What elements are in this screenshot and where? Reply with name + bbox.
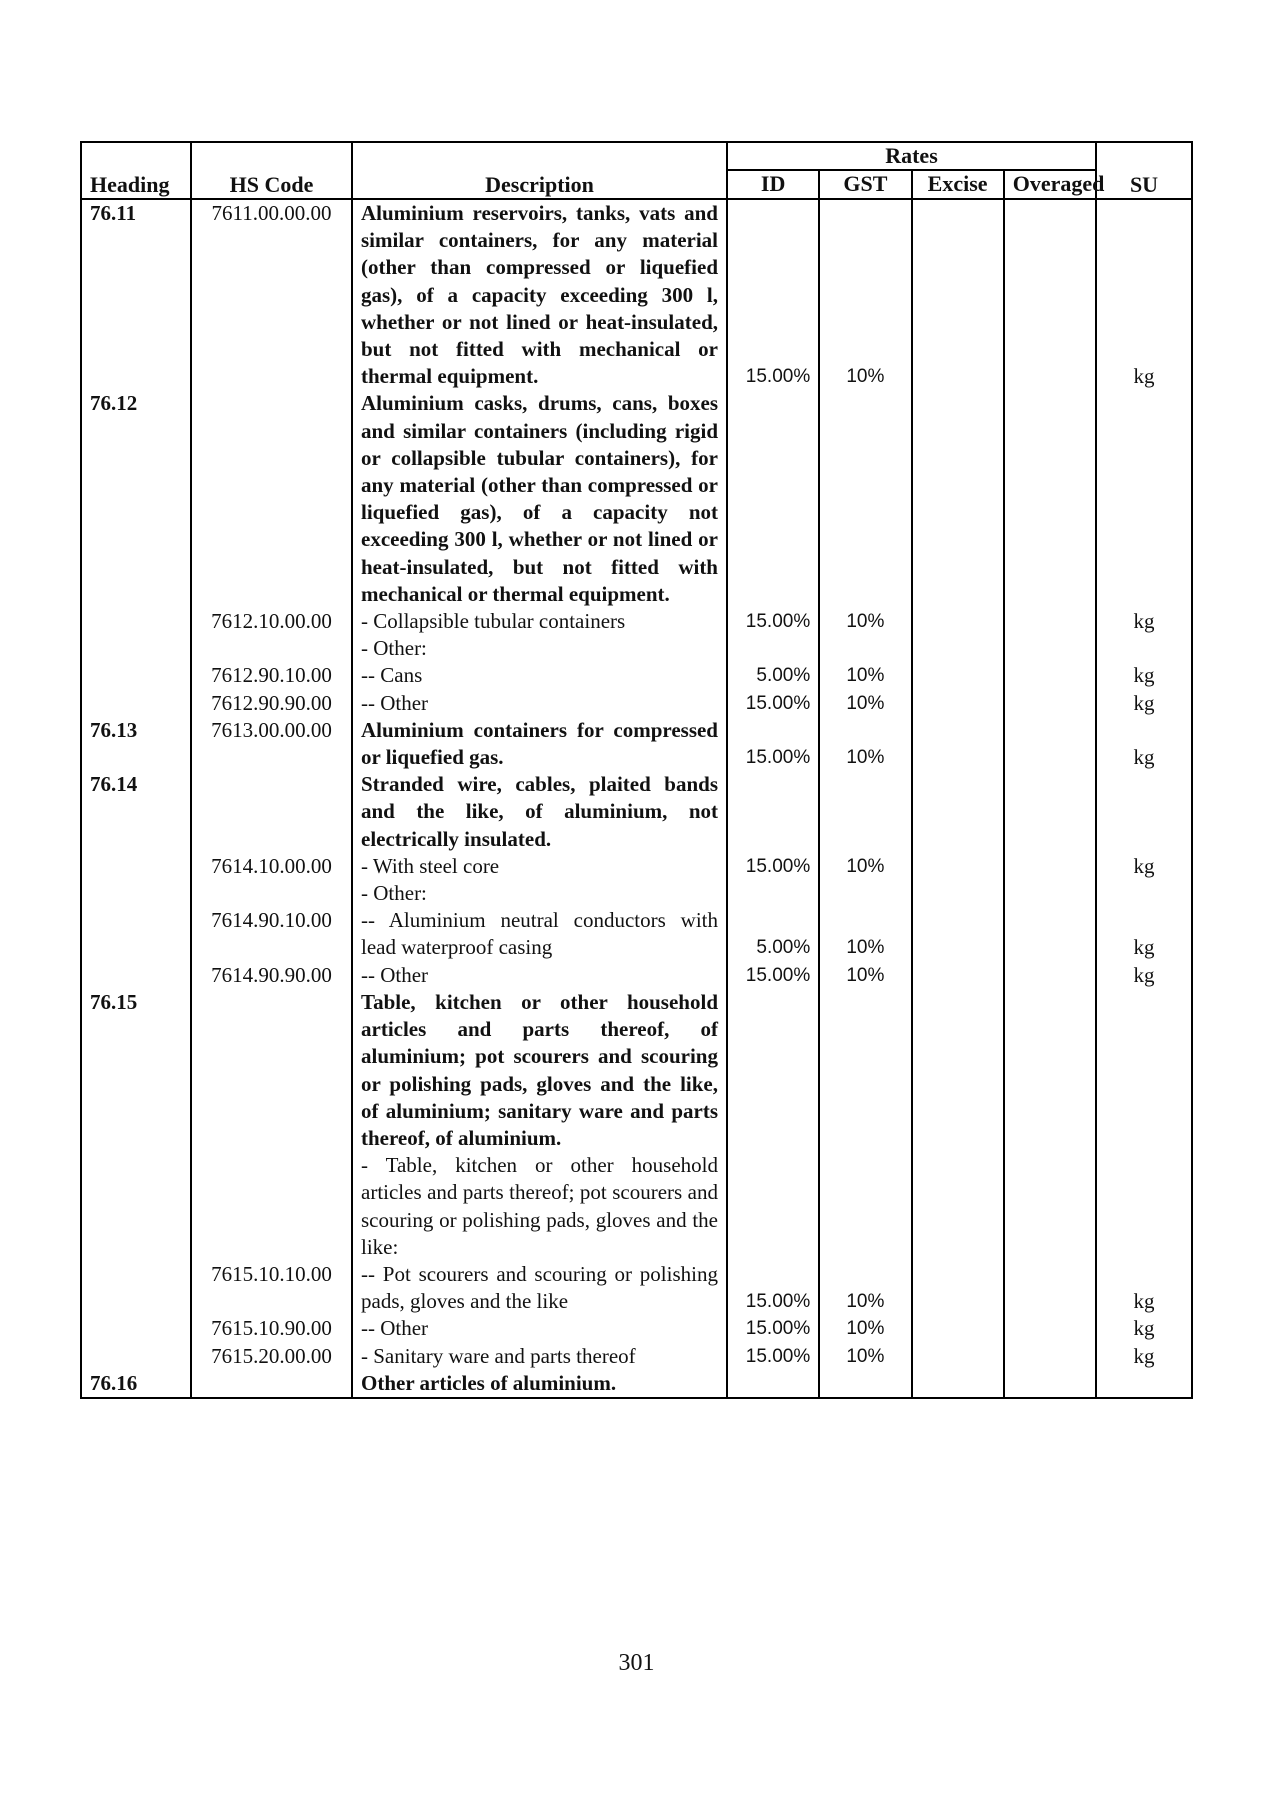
hs-code-cell: 7614.10.00.00 (191, 853, 352, 880)
heading-cell (81, 662, 191, 689)
hs-code-cell (191, 1370, 352, 1398)
id-rate-cell: 15.00% (727, 853, 819, 880)
gst-rate-cell (819, 880, 911, 907)
gst-rate-cell (819, 771, 911, 853)
hs-code-cell: 7615.20.00.00 (191, 1343, 352, 1370)
gst-rate-cell: 10% (819, 662, 911, 689)
excise-rate-cell (912, 880, 1004, 907)
id-rate-cell (727, 390, 819, 608)
header-gst: GST (819, 170, 911, 199)
su-cell (1096, 635, 1192, 662)
hs-code-cell (191, 880, 352, 907)
hs-code-cell (191, 989, 352, 1152)
overaged-rate-cell (1004, 1343, 1096, 1370)
description-cell: -- Aluminium neutral conductors with lead waterproof casing (352, 907, 727, 961)
gst-rate-cell: 10% (819, 962, 911, 989)
gst-rate-cell: 10% (819, 608, 911, 635)
description-cell: - Collapsible tubular containers (352, 608, 727, 635)
overaged-rate-cell (1004, 662, 1096, 689)
gst-rate-cell: 10% (819, 690, 911, 717)
id-rate-cell: 5.00% (727, 907, 819, 961)
overaged-rate-cell (1004, 880, 1096, 907)
id-rate-cell: 15.00% (727, 1343, 819, 1370)
id-rate-cell (727, 771, 819, 853)
heading-cell (81, 1315, 191, 1342)
hs-code-cell: 7615.10.10.00 (191, 1261, 352, 1315)
header-excise: Excise (912, 170, 1004, 199)
table-row (81, 853, 1192, 880)
excise-rate-cell (912, 635, 1004, 662)
table-row (81, 1152, 1192, 1261)
description-cell: Other articles of aluminium. (352, 1370, 727, 1398)
excise-rate-cell (912, 907, 1004, 961)
overaged-rate-cell (1004, 635, 1096, 662)
description-cell: - Other: (352, 635, 727, 662)
gst-rate-cell: 10% (819, 1261, 911, 1315)
gst-rate-cell (819, 989, 911, 1152)
description-cell: - Table, kitchen or other household articles and parts thereof; pot scourers and scouring or polishing pads, gloves and the like: (352, 1152, 727, 1261)
su-cell: kg (1096, 962, 1192, 989)
id-rate-cell: 15.00% (727, 608, 819, 635)
overaged-rate-cell (1004, 907, 1096, 961)
heading-cell (81, 853, 191, 880)
gst-rate-cell (819, 390, 911, 608)
id-rate-cell (727, 635, 819, 662)
tariff-table (80, 141, 1193, 1399)
hs-code-cell: 7613.00.00.00 (191, 717, 352, 771)
su-cell (1096, 771, 1192, 853)
header-overaged: Overaged (1004, 170, 1096, 199)
overaged-rate-cell (1004, 771, 1096, 853)
table-row (81, 390, 1192, 608)
su-cell: kg (1096, 690, 1192, 717)
heading-cell: 76.14 (81, 771, 191, 853)
description-cell: -- Other (352, 1315, 727, 1342)
overaged-rate-cell (1004, 853, 1096, 880)
heading-cell: 76.11 (81, 199, 191, 390)
id-rate-cell (727, 880, 819, 907)
id-rate-cell: 15.00% (727, 962, 819, 989)
hs-code-cell: 7612.90.10.00 (191, 662, 352, 689)
hs-code-cell (191, 771, 352, 853)
hs-code-cell: 7614.90.90.00 (191, 962, 352, 989)
header-rates-group: Rates (727, 142, 1096, 170)
gst-rate-cell: 10% (819, 853, 911, 880)
description-cell: Stranded wire, cables, plaited bands and the like, of aluminium, not electrically insulated. (352, 771, 727, 853)
id-rate-cell (727, 1152, 819, 1261)
id-rate-cell: 15.00% (727, 717, 819, 771)
heading-cell (81, 608, 191, 635)
su-cell: kg (1096, 662, 1192, 689)
overaged-rate-cell (1004, 390, 1096, 608)
heading-cell: 76.12 (81, 390, 191, 608)
su-cell: kg (1096, 1315, 1192, 1342)
heading-cell (81, 1152, 191, 1261)
header-description: Description (352, 142, 727, 199)
su-cell: kg (1096, 1343, 1192, 1370)
excise-rate-cell (912, 199, 1004, 390)
description-cell: -- Cans (352, 662, 727, 689)
overaged-rate-cell (1004, 962, 1096, 989)
heading-cell (81, 690, 191, 717)
gst-rate-cell: 10% (819, 1343, 911, 1370)
description-cell: -- Pot scourers and scouring or polishing pads, gloves and the like (352, 1261, 727, 1315)
gst-rate-cell: 10% (819, 1315, 911, 1342)
overaged-rate-cell (1004, 989, 1096, 1152)
description-cell: Aluminium casks, drums, cans, boxes and similar containers (including rigid or collapsible tubular containers), for any material (other than compressed or liquefied gas), of a capacity not exceeding 300 l, whether or not lined or heat-insulated, but not fitted with mechanical or thermal equipment. (352, 390, 727, 608)
heading-cell (81, 1261, 191, 1315)
excise-rate-cell (912, 1315, 1004, 1342)
excise-rate-cell (912, 771, 1004, 853)
excise-rate-cell (912, 1370, 1004, 1398)
table-row (81, 989, 1192, 1152)
description-cell: -- Other (352, 690, 727, 717)
su-cell: kg (1096, 907, 1192, 961)
excise-rate-cell (912, 608, 1004, 635)
su-cell (1096, 390, 1192, 608)
heading-cell: 76.16 (81, 1370, 191, 1398)
id-rate-cell (727, 1370, 819, 1398)
excise-rate-cell (912, 717, 1004, 771)
description-cell: Table, kitchen or other household articles and parts thereof, of aluminium; pot scourers and scouring or polishing pads, gloves and the like, of aluminium; sanitary ware and parts thereof, of aluminium. (352, 989, 727, 1152)
excise-rate-cell (912, 989, 1004, 1152)
description-cell: Aluminium containers for compressed or liquefied gas. (352, 717, 727, 771)
id-rate-cell: 15.00% (727, 1315, 819, 1342)
hs-code-cell: 7611.00.00.00 (191, 199, 352, 390)
table-row (81, 771, 1192, 853)
excise-rate-cell (912, 1261, 1004, 1315)
hs-code-cell: 7612.10.00.00 (191, 608, 352, 635)
id-rate-cell: 15.00% (727, 690, 819, 717)
overaged-rate-cell (1004, 1315, 1096, 1342)
excise-rate-cell (912, 690, 1004, 717)
hs-code-cell (191, 1152, 352, 1261)
heading-cell: 76.13 (81, 717, 191, 771)
table-row (81, 662, 1192, 689)
page-number: 301 (618, 1650, 655, 1676)
su-cell (1096, 1370, 1192, 1398)
overaged-rate-cell (1004, 717, 1096, 771)
gst-rate-cell: 10% (819, 199, 911, 390)
table-row (81, 962, 1192, 989)
description-cell: - With steel core (352, 853, 727, 880)
su-cell: kg (1096, 1261, 1192, 1315)
description-cell: -- Other (352, 962, 727, 989)
excise-rate-cell (912, 390, 1004, 608)
heading-cell (81, 635, 191, 662)
header-hs-code: HS Code (191, 142, 352, 199)
gst-rate-cell (819, 1370, 911, 1398)
table-row (81, 1370, 1192, 1398)
excise-rate-cell (912, 853, 1004, 880)
table-row (81, 690, 1192, 717)
hs-code-cell: 7612.90.90.00 (191, 690, 352, 717)
overaged-rate-cell (1004, 690, 1096, 717)
excise-rate-cell (912, 662, 1004, 689)
heading-cell: 76.15 (81, 989, 191, 1152)
id-rate-cell (727, 989, 819, 1152)
id-rate-cell: 5.00% (727, 662, 819, 689)
hs-code-cell: 7615.10.90.00 (191, 1315, 352, 1342)
id-rate-cell: 15.00% (727, 1261, 819, 1315)
heading-cell (81, 1343, 191, 1370)
description-cell: Aluminium reservoirs, tanks, vats and similar containers, for any material (other than compressed or liquefied gas), of a capacity exceeding 300 l, whether or not lined or heat-insulated, but not fitted with mechanical or thermal equipment. (352, 199, 727, 390)
su-cell: kg (1096, 608, 1192, 635)
overaged-rate-cell (1004, 1152, 1096, 1261)
heading-cell (81, 962, 191, 989)
su-cell: kg (1096, 199, 1192, 390)
table-row (81, 1261, 1192, 1315)
gst-rate-cell: 10% (819, 717, 911, 771)
table-row (81, 1315, 1192, 1342)
header-heading: Heading (81, 142, 191, 199)
overaged-rate-cell (1004, 1261, 1096, 1315)
hs-code-cell (191, 390, 352, 608)
table-row (81, 635, 1192, 662)
su-cell: kg (1096, 717, 1192, 771)
excise-rate-cell (912, 1343, 1004, 1370)
hs-code-cell (191, 635, 352, 662)
su-cell (1096, 880, 1192, 907)
id-rate-cell: 15.00% (727, 199, 819, 390)
header-id: ID (727, 170, 819, 199)
table-row (81, 880, 1192, 907)
table-row (81, 608, 1192, 635)
heading-cell (81, 907, 191, 961)
gst-rate-cell (819, 635, 911, 662)
description-cell: - Sanitary ware and parts thereof (352, 1343, 727, 1370)
header-su: SU (1096, 142, 1192, 199)
overaged-rate-cell (1004, 608, 1096, 635)
gst-rate-cell (819, 1152, 911, 1261)
table-row (81, 199, 1192, 390)
su-cell (1096, 989, 1192, 1152)
excise-rate-cell (912, 1152, 1004, 1261)
description-cell: - Other: (352, 880, 727, 907)
hs-code-cell: 7614.90.10.00 (191, 907, 352, 961)
su-cell: kg (1096, 853, 1192, 880)
table-body (81, 199, 1192, 1398)
table-row (81, 717, 1192, 771)
su-cell (1096, 1152, 1192, 1261)
table-row (81, 1343, 1192, 1370)
overaged-rate-cell (1004, 199, 1096, 390)
heading-cell (81, 880, 191, 907)
table-row (81, 907, 1192, 961)
gst-rate-cell: 10% (819, 907, 911, 961)
excise-rate-cell (912, 962, 1004, 989)
overaged-rate-cell (1004, 1370, 1096, 1398)
